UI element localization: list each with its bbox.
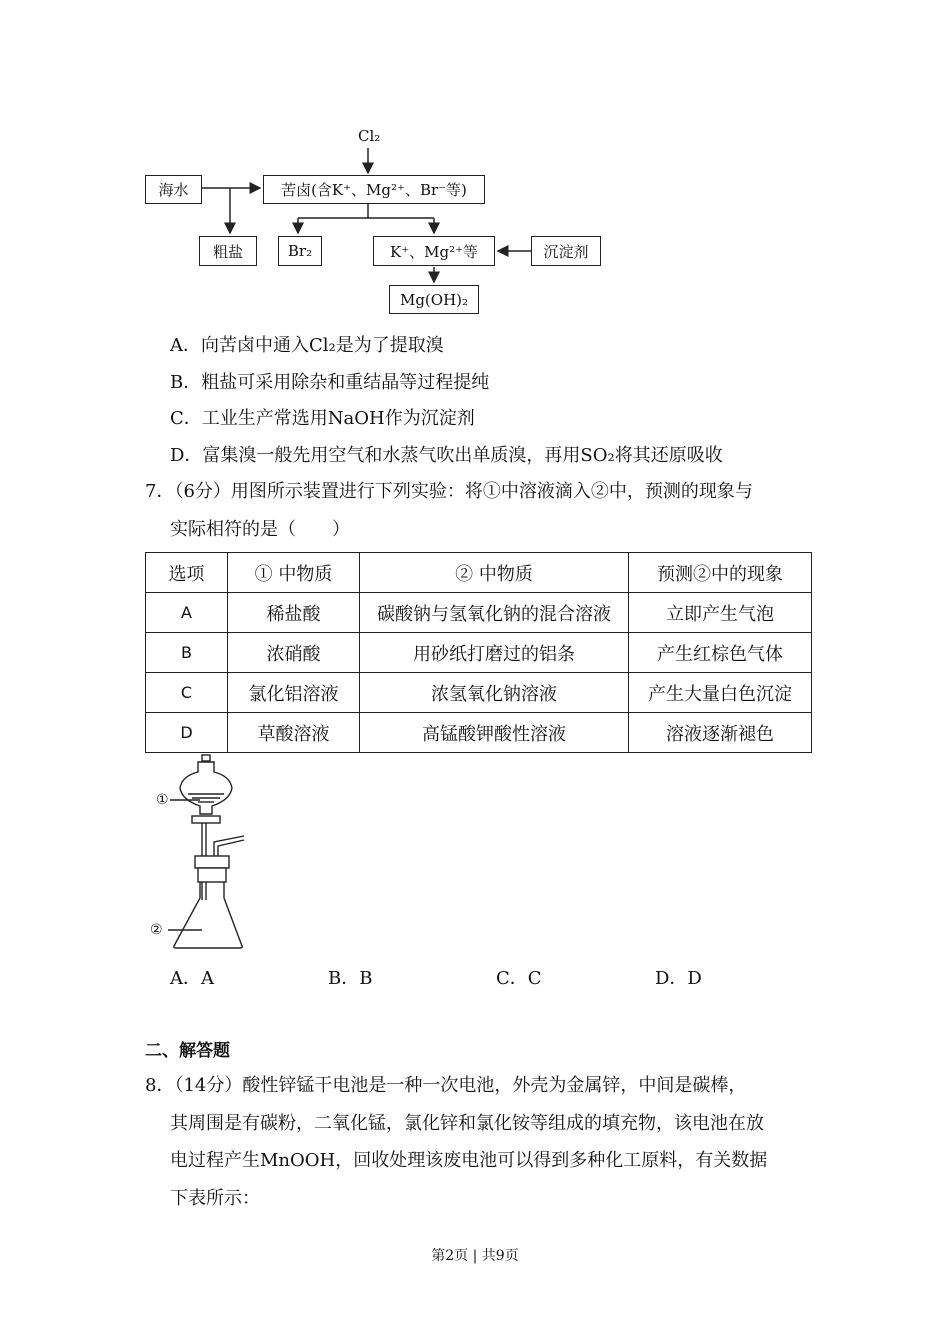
q7-choice-d: D．D [655,968,702,989]
table-cell: 溶液逐渐褪色 [629,713,812,753]
crude-salt-box: 粗盐 [199,236,257,266]
q8-line-1: 8．（14分）酸性锌锰干电池是一种一次电池，外壳为金属锌，中间是碳棒， [145,1075,747,1096]
table-header-cell: ① 中物质 [228,553,360,593]
q8-line-3: 电过程产生MnOOH，回收处理该废电池可以得到多种化工原料，有关数据 [170,1150,768,1171]
table-header-cell: 预测②中的现象 [629,553,812,593]
table-row [146,673,812,713]
table-cell: B [146,633,228,673]
table-cell: 高锰酸钾酸性溶液 [360,713,629,753]
q8-line-4: 下表所示： [170,1188,260,1209]
table-cell: 碳酸钠与氢氧化钠的混合溶液 [360,593,629,633]
q7-stem-line2: 实际相符的是（ ） [170,519,350,540]
q7-table [145,552,812,753]
table-row [146,593,812,633]
k-mg-box: K⁺、Mg²⁺等 [373,236,495,266]
q6-option-d: D．富集溴一般先用空气和水蒸气吹出单质溴，再用SO₂将其还原吸收 [170,445,723,466]
section-title: 二、解答题 [145,1041,230,1061]
q6-option-c: C．工业生产常选用NaOH作为沉淀剂 [170,408,475,429]
table-row [146,713,812,753]
table-cell: 立即产生气泡 [629,593,812,633]
table-cell: C [146,673,228,713]
bittern-box: 苦卤(含K⁺、Mg²⁺、Br⁻等) [263,175,485,204]
apparatus-label-1: ① [156,792,169,808]
q7-choice-b: B．B [328,968,373,989]
table-cell: A [146,593,228,633]
q6-option-a: A．向苦卤中通入Cl₂是为了提取溴 [170,335,444,356]
q7-choice-a: A．A [170,968,214,989]
table-cell: 用砂纸打磨过的铝条 [360,633,629,673]
table-cell: 产生大量白色沉淀 [629,673,812,713]
q8-line-2: 其周围是有碳粉，二氧化锰，氯化锌和氯化铵等组成的填充物，该电池在放 [170,1113,764,1134]
table-cell: 稀盐酸 [228,593,360,633]
table-cell: 浓硝酸 [228,633,360,673]
table-cell: D [146,713,228,753]
table-cell: 草酸溶液 [228,713,360,753]
seawater-box: 海水 [145,175,202,204]
table-header-cell: 选项 [146,553,228,593]
table-cell: 产生红棕色气体 [629,633,812,673]
br2-box: Br₂ [278,236,322,266]
table-header-cell: ② 中物质 [360,553,629,593]
table-cell: 氯化铝溶液 [228,673,360,713]
mgoh2-box: Mg(OH)₂ [389,285,479,314]
q7-stem-line1: 7．（6分）用图所示装置进行下列实验：将①中溶液滴入②中，预测的现象与 [145,481,753,502]
flowchart-arrows [0,0,950,320]
precipitant-box: 沉淀剂 [531,236,601,266]
page-footer: 第2页 | 共9页 [431,1248,519,1264]
q7-choice-c: C．C [496,968,542,989]
apparatus-label-2: ② [150,922,163,938]
cl2-label: Cl₂ [358,127,381,145]
table-cell: 浓氢氧化钠溶液 [360,673,629,713]
table-row [146,633,812,673]
q6-option-b: B．粗盐可采用除杂和重结晶等过程提纯 [170,372,490,393]
table-header-row [146,553,812,593]
